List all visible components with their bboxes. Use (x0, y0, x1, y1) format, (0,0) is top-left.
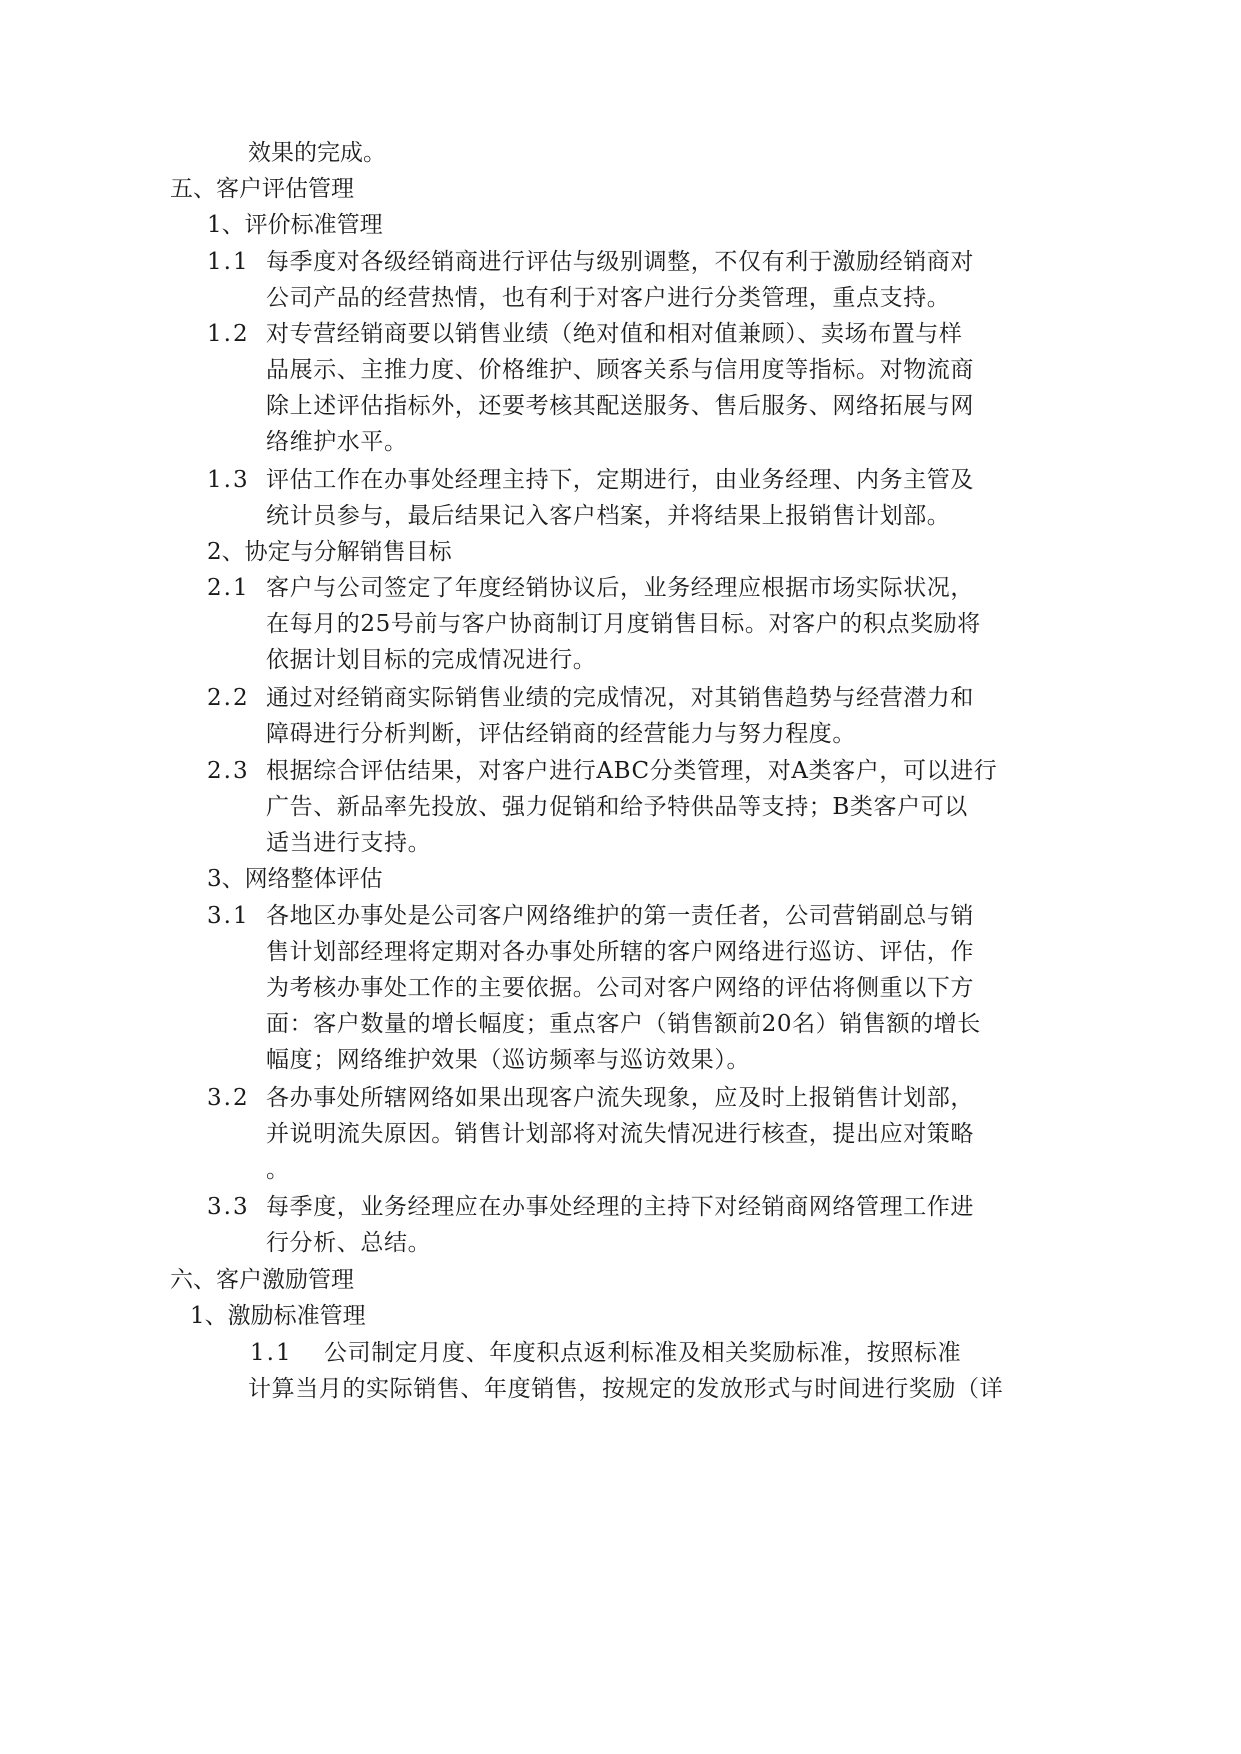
text-line: 广告、新品率先投放、强力促销和给予特供品等支持；B类客户可以 (266, 794, 968, 820)
item-number: 2.3 (207, 758, 250, 784)
text-line: 适当进行支持。 (266, 830, 432, 856)
subsection-heading: 1、评价标准管理 (207, 212, 383, 238)
text-line: 评估工作在办事处经理主持下，定期进行，由业务经理、内务主管及 (266, 467, 974, 493)
item-number: 1.2 (207, 321, 250, 347)
text-line: 通过对经销商实际销售业绩的完成情况，对其销售趋势与经营潜力和 (266, 685, 974, 711)
text-line: 为考核办事处工作的主要依据。公司对客户网络的评估将侧重以下方 (266, 975, 974, 1001)
item-number: 1.1 (250, 1340, 293, 1366)
text-line: 计算当月的实际销售、年度销售，按规定的发放形式与时间进行奖励（详 (248, 1376, 1004, 1402)
item-number: 3.1 (207, 903, 250, 929)
text-line: 依据计划目标的完成情况进行。 (266, 647, 597, 673)
text-line: 除上述评估指标外，还要考核其配送服务、售后服务、网络拓展与网 (266, 393, 974, 419)
text-line: 。 (266, 1157, 290, 1183)
subsection-heading: 1、激励标准管理 (190, 1303, 366, 1329)
text-line: 售计划部经理将定期对各办事处所辖的客户网络进行巡访、评估，作 (266, 939, 974, 965)
text-line: 公司产品的经营热情，也有利于对客户进行分类管理，重点支持。 (266, 285, 951, 311)
text-line: 对专营经销商要以销售业绩（绝对值和相对值兼顾）、卖场布置与样 (266, 321, 963, 347)
text-line: 行分析、总结。 (266, 1230, 432, 1256)
item-number: 2.1 (207, 575, 250, 601)
item-number: 1.1 (207, 249, 250, 275)
text-line: 效果的完成。 (248, 140, 386, 166)
item-number: 3.3 (207, 1194, 250, 1220)
text-line: 公司制定月度、年度积点返利标准及相关奖励标准，按照标准 (324, 1340, 962, 1366)
text-line: 并说明流失原因。销售计划部将对流失情况进行核查，提出应对策略 (266, 1121, 974, 1147)
text-line: 每季度，业务经理应在办事处经理的主持下对经销商网络管理工作进 (266, 1194, 974, 1220)
item-number: 3.2 (207, 1085, 250, 1111)
text-line: 每季度对各级经销商进行评估与级别调整，不仅有利于激励经销商对 (266, 249, 974, 275)
text-line: 各办事处所辖网络如果出现客户流失现象，应及时上报销售计划部， (266, 1085, 974, 1111)
text-line: 统计员参与，最后结果记入客户档案，并将结果上报销售计划部。 (266, 503, 951, 529)
text-line: 客户与公司签定了年度经销协议后，业务经理应根据市场实际状况， (266, 575, 974, 601)
subsection-heading: 2、协定与分解销售目标 (207, 539, 452, 565)
text-line: 障碍进行分析判断，评估经销商的经营能力与努力程度。 (266, 721, 856, 747)
text-line: 根据综合评估结果，对客户进行ABC分类管理，对A类客户，可以进行 (266, 758, 998, 784)
text-line: 各地区办事处是公司客户网络维护的第一责任者，公司营销副总与销 (266, 903, 974, 929)
subsection-heading: 3、网络整体评估 (207, 866, 383, 892)
text-line: 络维护水平。 (266, 429, 408, 455)
text-line: 面：客户数量的增长幅度；重点客户（销售额前20名）销售额的增长 (266, 1011, 981, 1037)
text-line: 幅度；网络维护效果（巡访频率与巡访效果）。 (266, 1047, 751, 1073)
text-line: 在每月的25号前与客户协商制订月度销售目标。对客户的积点奖励将 (266, 611, 981, 637)
section-heading: 五、客户评估管理 (170, 176, 354, 202)
text-line: 品展示、主推力度、价格维护、顾客关系与信用度等指标。对物流商 (266, 357, 974, 383)
item-number: 2.2 (207, 685, 250, 711)
item-number: 1.3 (207, 467, 250, 493)
section-heading: 六、客户激励管理 (170, 1267, 354, 1293)
